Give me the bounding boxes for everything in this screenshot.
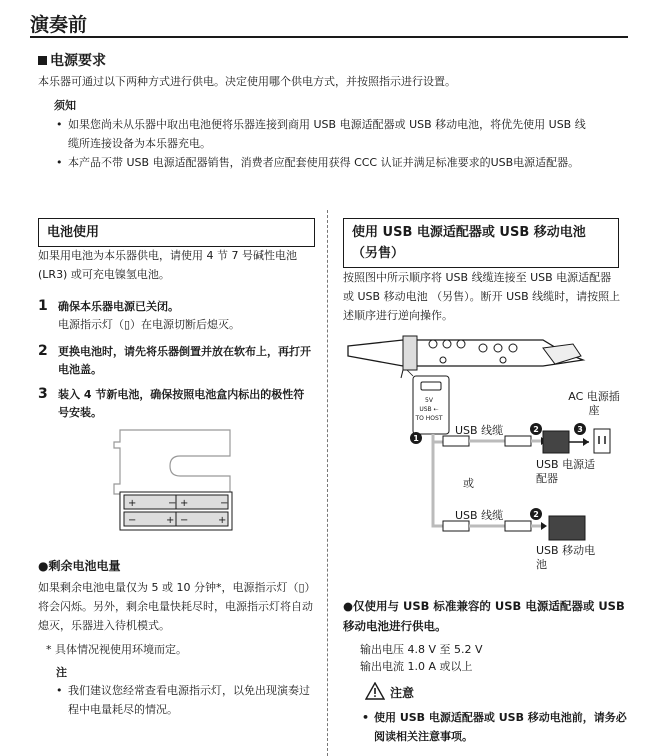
section-heading-power: 电源要求 [38,50,106,70]
ac-outlet-label: AC 电源插座 [568,390,620,417]
battery-heading: 电池使用 [38,218,315,247]
step-title: 确保本乐器电源已关闭。 [58,300,179,313]
remaining-battery-heading: ●剩余电池电量 [38,559,121,573]
square-bullet-icon [38,56,47,65]
cable-label-2: USB 线缆 [455,509,504,522]
column-divider [327,210,328,756]
svg-text:−: − [128,515,137,526]
list-item: • 如果您尚未从乐器中取出电池便将乐器连接到商用 USB 电源适配器或 USB 移动电池，将优先使用 USB 线缆所连接设备为本乐器充电。 [54,115,594,153]
step-title: 更换电池时，请先将乐器倒置并放在软布上，再打开电池盖。 [58,345,311,376]
power-note-list [54,115,594,172]
step-marker-2b: 2 [530,508,542,520]
step-number: 2 [38,343,48,359]
svg-text:+: + [180,498,189,509]
svg-text:+: + [218,515,227,526]
output-current: 输出电流 1.0 A 或以上 [360,660,473,673]
ac-outlet-icon [594,429,610,453]
svg-text:−: − [220,498,229,509]
battery-step-3 [38,386,313,422]
battery-note-title: 注 [56,666,67,679]
instrument-illustration [348,336,583,378]
battery-step-2 [38,343,313,379]
output-voltage: 输出电压 4.8 V 至 5.2 V [360,643,483,656]
port-label-5v: 5V [425,397,433,404]
battery-step-1 [38,298,313,334]
step-marker-2: 2 [530,423,542,435]
port-label-to-host: TO HOST [415,415,443,422]
svg-text:+: + [166,515,175,526]
mobile-battery-label: USB 移动电池 [536,544,596,571]
usb-heading: 使用 USB 电源适配器或 USB 移动电池 （另售） [343,218,619,268]
power-note-title: 须知 [54,99,76,112]
adapter-label: USB 电源适配器 [536,458,596,485]
step-marker-1: 1 [410,432,422,444]
warning-triangle-icon [365,682,385,700]
step-number: 1 [38,298,48,314]
usb-adapter-icon [543,431,569,453]
mobile-battery-icon [549,516,585,540]
usb-port-icon [421,382,441,390]
usb-intro: 按照图中所示顺序将 USB 线缆连接至 USB 电源适配器或 USB 移动电池 （另售）。断开 USB 线缆时，请按照上述顺序进行逆向操作。 [343,271,621,322]
list-item: • 我们建议您经常查看电源指示灯，以免出现演奏过程中电量耗尽的情况。 [54,681,316,719]
page-title: 演奏前 [30,14,88,36]
step-number: 3 [38,386,48,402]
power-intro: 本乐器可通过以下两种方式进行供电。决定使用哪个供电方式，并按照指示进行设置。 [38,75,456,88]
svg-text:−: − [180,515,189,526]
battery-compartment-illustration [110,428,240,532]
step-marker-3: 3 [574,423,586,435]
remaining-battery-text: 如果剩余电池电量仅为 5 或 10 分钟*，电源指示灯（▯）将会闪烁。另外，剩余电量快耗尽时，电源指示灯将自动熄灭，乐器进入待机模式。 [38,581,316,632]
cable-label-1: USB 线缆 [455,424,504,437]
caution-title: 注意 [390,686,415,700]
caution-list [360,708,630,746]
svg-text:−: − [168,498,177,509]
list-item: • 使用 USB 电源适配器或 USB 移动电池前，请务必阅读相关注意事项。 [360,708,630,746]
svg-text:+: + [128,498,137,509]
battery-intro: 如果用电池为本乐器供电，请使用 4 节 7 号碱性电池 (LR3) 或可充电镍氢电池。 [38,249,297,281]
step-title: 装入 4 节新电池，确保按照电池盒内标出的极性符号安装。 [58,388,305,419]
list-item: • 本产品不带 USB 电源适配器销售，消费者应配套使用获得 CCC 认证并满足标准要求的USB电源适配器。 [54,153,594,172]
compat-heading: ●仅使用与 USB 标准兼容的 USB 电源适配器或 USB 移动电池进行供电。 [343,599,625,633]
title-divider [30,36,628,38]
or-label: 或 [463,477,474,490]
port-label-usb: USB ⇠ [419,406,439,413]
step-detail: 电源指示灯（▯）在电源切断后熄灭。 [58,318,241,331]
battery-note-list [54,681,316,719]
footnote: * 具体情况视使用环境而定。 [46,643,187,656]
